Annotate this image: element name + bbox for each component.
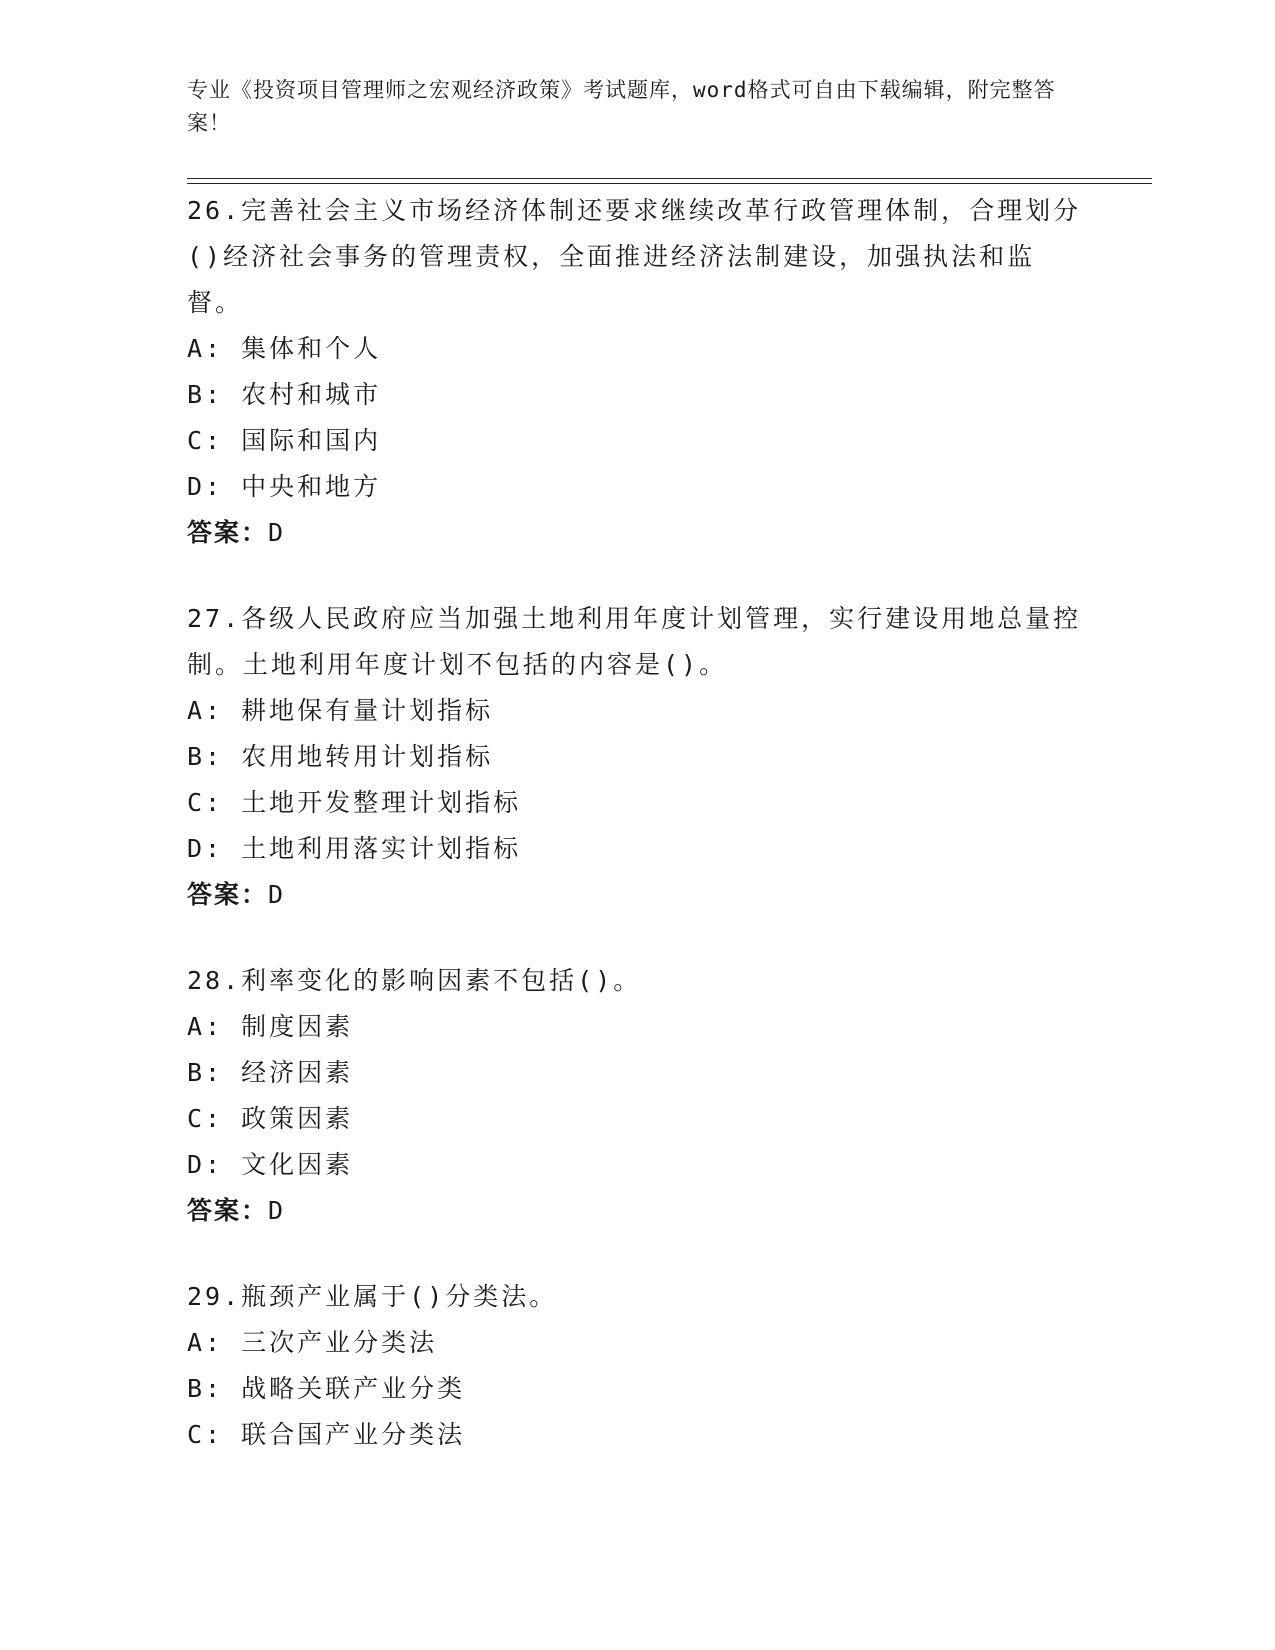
option-c: C: 联合国产业分类法 [187, 1420, 466, 1449]
option-b: B: 农村和城市 [187, 380, 382, 409]
option-b: B: 经济因素 [187, 1058, 354, 1087]
question-29 [187, 1274, 1087, 1458]
answer-value: D [268, 1196, 286, 1225]
question-26 [187, 188, 1087, 556]
answer-line [187, 510, 1087, 556]
option-a: A: 耕地保有量计划指标 [187, 696, 494, 725]
answer-line [187, 872, 1087, 918]
answer-value: D [268, 880, 286, 909]
option-c: C: 土地开发整理计划指标 [187, 788, 522, 817]
option-d: D: 文化因素 [187, 1150, 354, 1179]
option-b: B: 战略关联产业分类 [187, 1374, 466, 1403]
question-28 [187, 958, 1087, 1234]
answer-value: D [268, 518, 286, 547]
question-stem: 28.利率变化的影响因素不包括()。 [187, 966, 642, 995]
question-list [187, 188, 1087, 1498]
answer-line [187, 1188, 1087, 1234]
option-d: D: 中央和地方 [187, 472, 382, 501]
option-c: C: 国际和国内 [187, 426, 382, 455]
header-divider-top [187, 178, 1152, 179]
question-stem: 27.各级人民政府应当加强土地利用年度计划管理，实行建设用地总量控制。土地利用年度计划不包括的内容是()。 [187, 604, 1082, 679]
question-stem: 29.瓶颈产业属于()分类法。 [187, 1282, 558, 1311]
answer-label: 答案： [187, 1196, 269, 1225]
answer-label: 答案： [187, 880, 269, 909]
option-a: A: 集体和个人 [187, 334, 382, 363]
option-c: C: 政策因素 [187, 1104, 354, 1133]
document-intro: 专业《投资项目管理师之宏观经济政策》考试题库，word格式可自由下载编辑，附完整答案！ [187, 78, 1056, 135]
answer-label: 答案： [187, 518, 269, 547]
option-a: A: 三次产业分类法 [187, 1328, 438, 1357]
question-27 [187, 596, 1087, 918]
header-divider-bottom [187, 183, 1152, 184]
option-b: B: 农用地转用计划指标 [187, 742, 494, 771]
option-d: D: 土地利用落实计划指标 [187, 834, 522, 863]
question-stem: 26.完善社会主义市场经济体制还要求继续改革行政管理体制，合理划分()经济社会事务的管理责权，全面推进经济法制建设，加强执法和监督。 [187, 196, 1082, 317]
option-a: A: 制度因素 [187, 1012, 354, 1041]
